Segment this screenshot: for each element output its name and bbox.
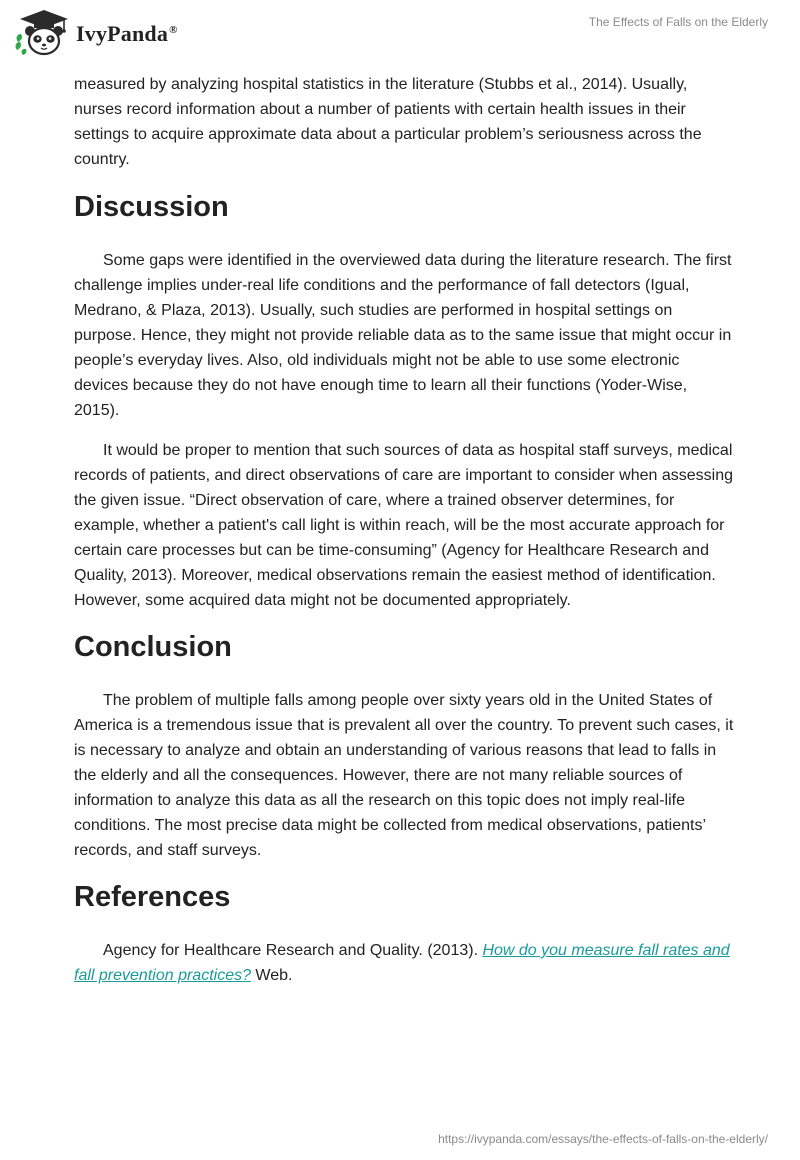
section-heading-discussion: Discussion <box>74 191 229 223</box>
reference-suffix: Web. <box>250 967 293 984</box>
ivypanda-logo[interactable] <box>14 8 178 58</box>
discussion-paragraph-1: Some gaps were identified in the overviewed data during the literature research. The first challenge implies under-real life conditions and the performance of fall detectors (Igual, Medrano, & Plaza, 2013). Usually, such studies are performed in hospital settings on purpose. Hence, they might not provide reliable data as to the same issue that might occur in people’s everyday lives. Also, old individuals might not be able to use some electronic devices because they do not have enough time to learn all their functions (Yoder-Wise, 2015). <box>74 252 732 419</box>
logo-wordmark: IvyPanda® <box>76 21 178 46</box>
panda-graduate-icon <box>14 8 74 58</box>
reference-entry <box>74 938 734 988</box>
footer-url[interactable]: https://ivypanda.com/essays/the-effects-of-falls-on-the-elderly/ <box>438 1132 768 1146</box>
registered-mark: ® <box>169 23 178 36</box>
conclusion-paragraph: The problem of multiple falls among people over sixty years old in the United States of America is a tremendous issue that is prevalent all over the country. To prevent such cases, it is necessary to analyze and obtain an understanding of various reasons that lead to falls in the elderly and all the consequences. However, there are not many reliable sources of information to analyze this data as all the research on this topic does not imply real-life conditions. The most precise data might be collected from medical observations, patients’ records, and staff surveys. <box>74 692 734 859</box>
section-heading-conclusion: Conclusion <box>74 631 232 663</box>
reference-prefix: Agency for Healthcare Research and Quality. (2013). <box>103 942 483 959</box>
page-header <box>0 0 800 72</box>
intro-paragraph: measured by analyzing hospital statistics in the literature (Stubbs et al., 2014). Usually, nurses record information about a number of patients with certain health issues in their settings to acquire approximate data about a particular problem’s seriousness across the country. <box>74 76 702 168</box>
discussion-paragraph-2: It would be proper to mention that such sources of data as hospital staff surveys, medical records of patients, and direct observations of care are important to consider when assessing the given issue. “Direct observation of care, where a trained observer determines, for example, whether a patient's call light is within reach, will be the most accurate approach for certain care processes but can be time-consuming” (Agency for Healthcare Research and Quality, 2013). Moreover, medical observations remain the easiest method of identification. However, some acquired data might not be documented appropriately. <box>74 442 734 609</box>
reference-link[interactable]: How do you measure fall rates and fall prevention practices? <box>74 942 730 984</box>
document-title: The Effects of Falls on the Elderly <box>588 15 768 29</box>
essay-content <box>74 72 734 1003</box>
section-heading-references: References <box>74 881 231 913</box>
